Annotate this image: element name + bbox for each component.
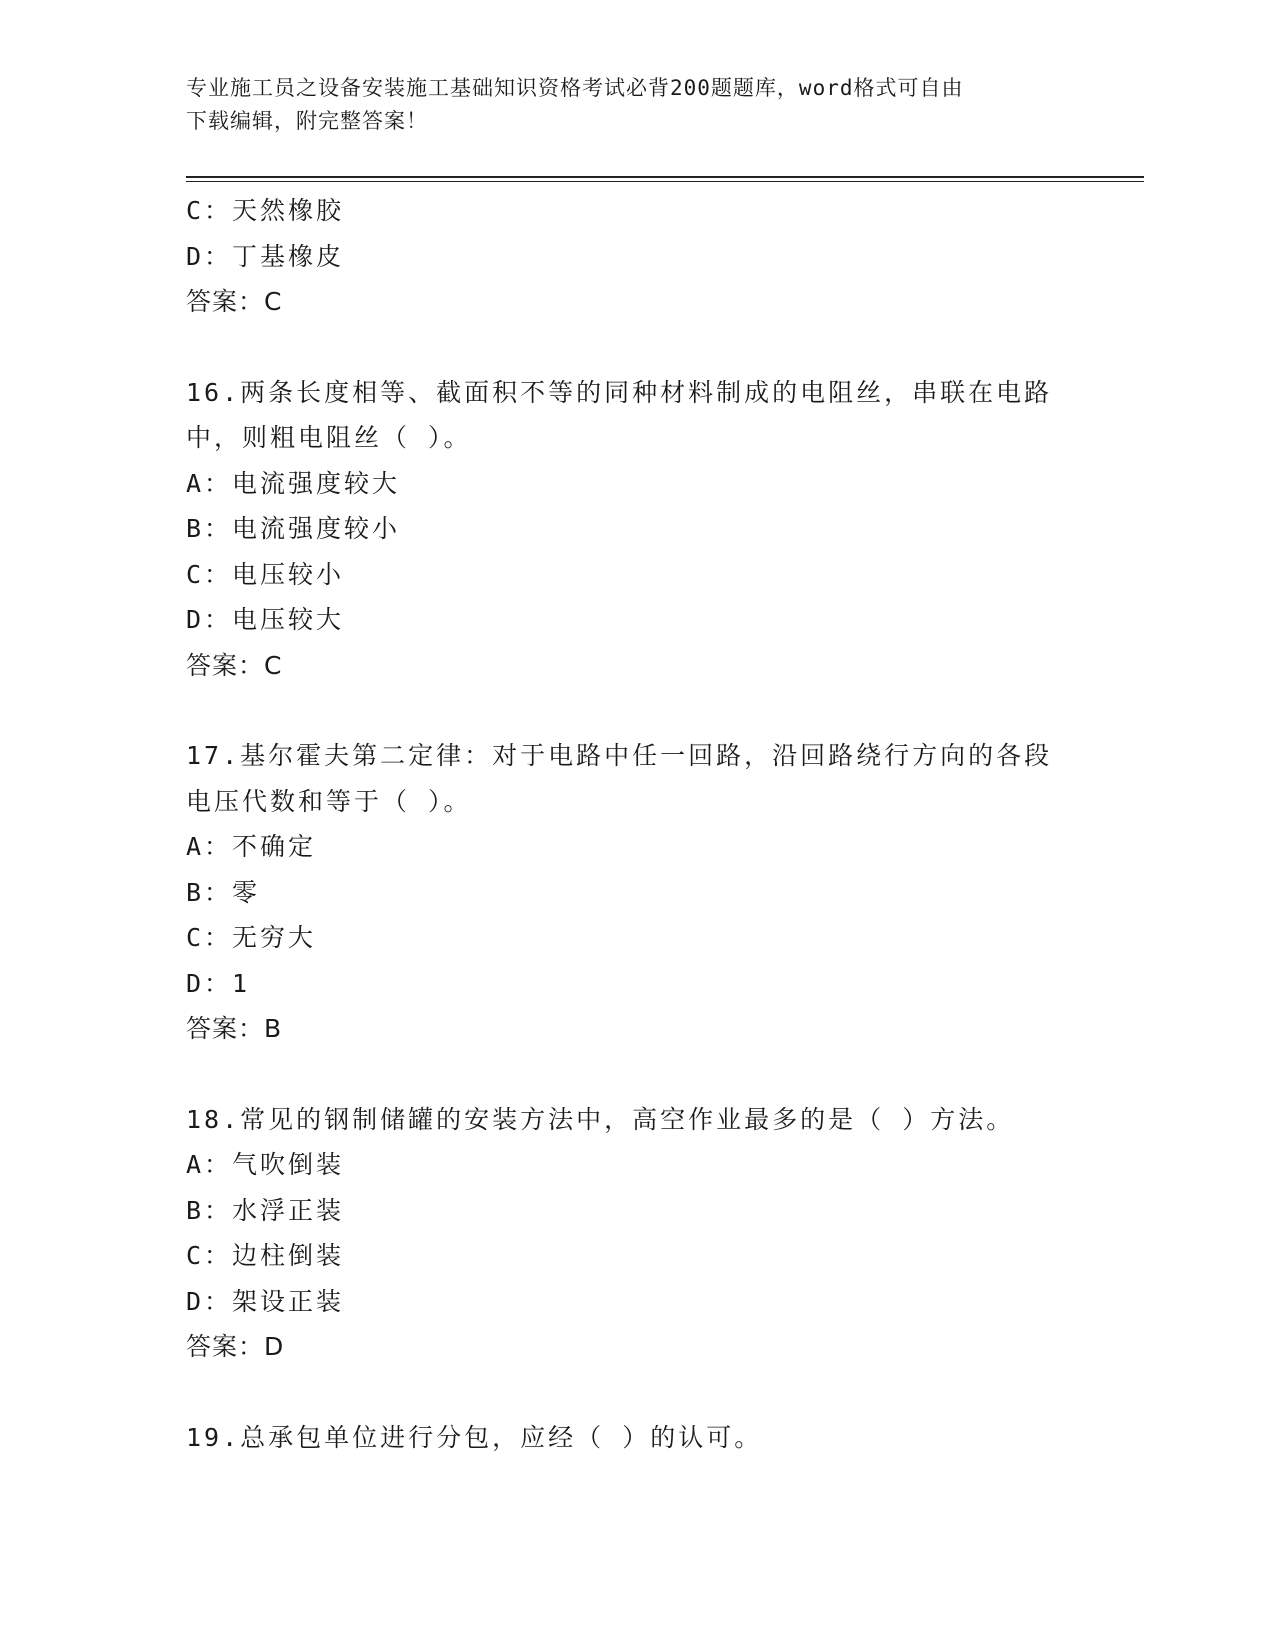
question-16 [186, 370, 1086, 689]
option-a: A：不确定 [186, 832, 317, 861]
question-18 [186, 1097, 1086, 1370]
header-line-1: 专业施工员之设备安装施工基础知识资格考试必背200题题库，word格式可自由 [186, 76, 964, 100]
question-fragment [186, 188, 1086, 325]
option-c: C：电压较小 [186, 559, 345, 589]
document-body [186, 188, 1086, 1460]
question-text: 电压代数和等于（ ）。 [186, 786, 472, 816]
question-17 [186, 733, 1086, 1052]
answer: 答案：C [186, 287, 283, 316]
option-d: D：丁基橡皮 [186, 241, 345, 271]
spacer [186, 688, 1086, 733]
header-divider-thin [186, 181, 1144, 182]
option-a: A：气吹倒装 [186, 1150, 345, 1179]
question-19 [186, 1415, 1086, 1461]
option-c: C：边柱倒装 [186, 1241, 345, 1270]
header-divider [186, 176, 1144, 178]
question-text: 19.总承包单位进行分包，应经（ ）的认可。 [186, 1422, 763, 1452]
question-text: 中，则粗电阻丝（ ）。 [186, 423, 472, 452]
question-text: 18.常见的钢制储罐的安装方法中，高空作业最多的是（ ）方法。 [186, 1104, 1015, 1134]
option-c: C：天然橡胶 [186, 196, 345, 225]
option-b: B：水浮正装 [186, 1195, 345, 1225]
answer: 答案：B [186, 1014, 283, 1043]
question-text: 17.基尔霍夫第二定律：对于电路中任一回路，沿回路绕行方向的各段 [186, 741, 1053, 770]
option-d: D：1 [186, 968, 251, 998]
option-a: A：电流强度较大 [186, 468, 401, 498]
answer: 答案：C [186, 650, 283, 680]
option-d: D：电压较大 [186, 605, 345, 634]
option-d: D：架设正装 [186, 1286, 345, 1316]
answer: 答案：D [186, 1332, 285, 1361]
page-header [186, 72, 1066, 138]
option-c: C：无穷大 [186, 923, 317, 952]
header-line-2: 下载编辑，附完整答案！ [186, 109, 428, 133]
spacer [186, 1370, 1086, 1415]
question-text: 16.两条长度相等、截面积不等的同种材料制成的电阻丝，串联在电路 [186, 377, 1053, 407]
option-b: B：零 [186, 877, 261, 907]
option-b: B：电流强度较小 [186, 514, 401, 543]
spacer [186, 325, 1086, 370]
spacer [186, 1052, 1086, 1097]
